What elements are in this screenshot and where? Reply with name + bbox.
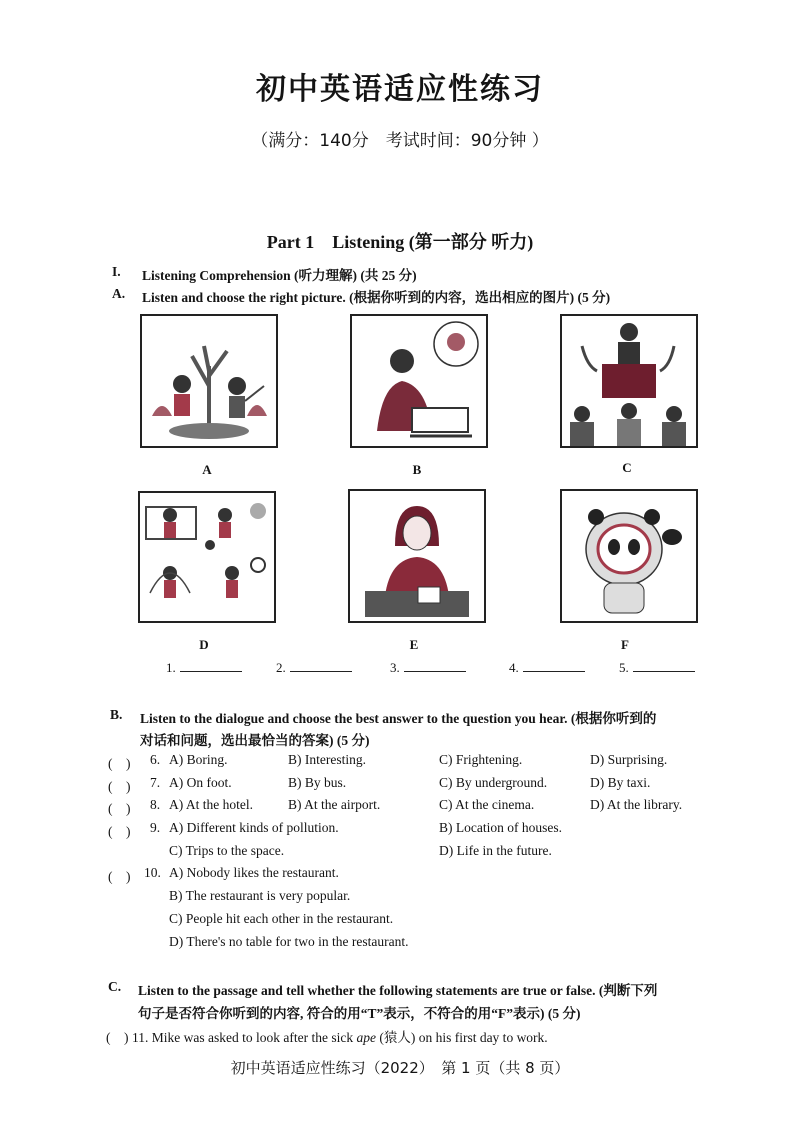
option-b: B) Location of houses. bbox=[439, 820, 562, 835]
section-b-heading-line2: 对话和问题，选出最恰当的答案) (5 分) bbox=[140, 733, 370, 748]
section-b-number: B. bbox=[110, 707, 123, 722]
picture-d-label: D bbox=[199, 637, 209, 652]
answer-bracket-10[interactable]: ( ) bbox=[108, 869, 131, 884]
section-a-number: A. bbox=[112, 286, 126, 301]
answer-blank-4[interactable]: 4. bbox=[509, 660, 585, 676]
woman-writing-icon bbox=[350, 491, 484, 621]
question-number: 10. bbox=[144, 865, 161, 880]
question-number: 9. bbox=[150, 820, 161, 835]
option-d: D) There's no table for two in the restaurant. bbox=[169, 934, 409, 949]
picture-f bbox=[560, 489, 698, 623]
section-a-heading: Listen and choose the right picture. (根据你听到的内容，选出相应的图片) (5 分) bbox=[142, 290, 611, 305]
speech-podium-icon bbox=[562, 316, 696, 446]
option-a: A) On foot. bbox=[169, 775, 232, 790]
planting-tree-icon bbox=[142, 316, 276, 446]
exam-info: （满分：140分 考试时间：90分钟 ） bbox=[251, 131, 549, 151]
question-number: 7. bbox=[150, 775, 161, 790]
answer-blank-2[interactable]: 2. bbox=[276, 660, 352, 676]
option-b: B) Interesting. bbox=[288, 752, 366, 767]
option-b: B) At the airport. bbox=[288, 797, 381, 812]
answer-blank-1[interactable]: 1. bbox=[166, 660, 242, 676]
question-11: 11. Mike was asked to look after the sick ape (猿人) on his first day to work. bbox=[132, 1030, 548, 1045]
section-i-heading: Listening Comprehension (听力理解) (共 25 分) bbox=[142, 268, 417, 283]
section-i-number: I. bbox=[112, 264, 121, 279]
option-d: D) Surprising. bbox=[590, 752, 668, 767]
picture-d bbox=[138, 491, 276, 623]
option-d: D) By taxi. bbox=[590, 775, 651, 790]
option-d: D) At the library. bbox=[590, 797, 683, 812]
picture-b-label: B bbox=[412, 462, 422, 477]
italic-word: ape bbox=[356, 1030, 376, 1045]
option-b: B) By bus. bbox=[288, 775, 347, 790]
picture-b bbox=[350, 314, 488, 448]
kids-sports-icon bbox=[140, 493, 274, 621]
option-c: C) People hit each other in the restaurant. bbox=[169, 911, 394, 926]
answer-bracket-6[interactable]: ( ) bbox=[108, 756, 131, 771]
page-title: 初中英语适应性练习 bbox=[256, 72, 544, 107]
answer-blank-3[interactable]: 3. bbox=[390, 660, 466, 676]
option-c: C) At the cinema. bbox=[439, 797, 535, 812]
section-c-heading-line2: 句子是否符合你听到的内容, 符合的用“T”表示，不符合的用“F”表示) (5 分) bbox=[138, 1006, 581, 1021]
picture-a-label: A bbox=[202, 462, 212, 477]
option-c: C) Frightening. bbox=[439, 752, 523, 767]
answer-bracket-11[interactable]: ( ) bbox=[106, 1030, 129, 1045]
section-c-heading-line1: Listen to the passage and tell whether the following statements are true or false. (判断下列 bbox=[138, 983, 658, 998]
panda-mascot-icon bbox=[562, 491, 696, 621]
picture-e-label: E bbox=[409, 637, 419, 652]
picture-a bbox=[140, 314, 278, 448]
section-c-number: C. bbox=[108, 979, 122, 994]
option-a: A) Different kinds of pollution. bbox=[169, 820, 339, 835]
picture-e bbox=[348, 489, 486, 623]
picture-c-label: C bbox=[622, 460, 632, 475]
section-b-heading-line1: Listen to the dialogue and choose the best answer to the question you hear. (根据你听到的 bbox=[140, 711, 657, 726]
option-a: A) Nobody likes the restaurant. bbox=[169, 865, 339, 880]
option-a: A) Boring. bbox=[169, 752, 228, 767]
answer-bracket-7[interactable]: ( ) bbox=[108, 779, 131, 794]
phone-call-icon bbox=[352, 316, 486, 446]
page-footer: 初中英语适应性练习（2022） 第 1 页（共 8 页） bbox=[230, 1059, 570, 1077]
option-c: C) Trips to the space. bbox=[169, 843, 285, 858]
part-title: Part 1 Listening (第一部分 听力) bbox=[266, 232, 534, 252]
option-b: B) The restaurant is very popular. bbox=[169, 888, 351, 903]
option-a: A) At the hotel. bbox=[169, 797, 253, 812]
answer-bracket-9[interactable]: ( ) bbox=[108, 824, 131, 839]
picture-f-label: F bbox=[621, 637, 629, 652]
option-d: D) Life in the future. bbox=[439, 843, 552, 858]
question-number: 6. bbox=[150, 752, 161, 767]
picture-c bbox=[560, 314, 698, 448]
option-c: C) By underground. bbox=[439, 775, 548, 790]
answer-blank-5[interactable]: 5. bbox=[619, 660, 695, 676]
answer-bracket-8[interactable]: ( ) bbox=[108, 801, 131, 816]
question-number: 8. bbox=[150, 797, 161, 812]
